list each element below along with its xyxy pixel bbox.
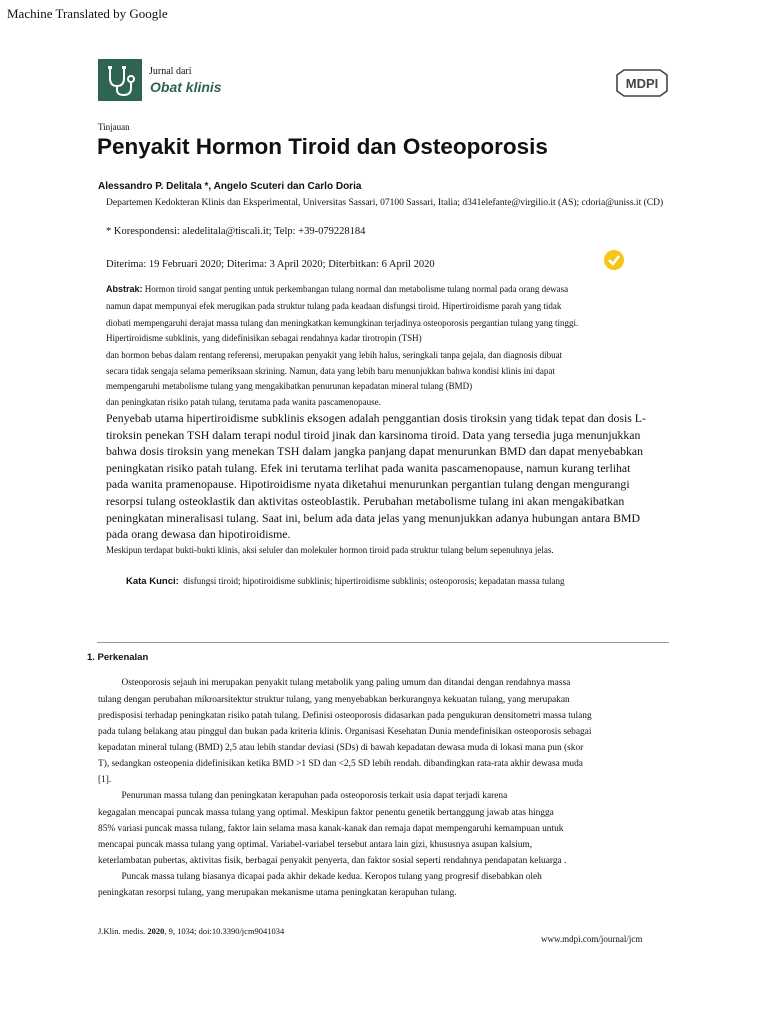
abstract-line: Meskipun terdapat bukti-bukti klinis, aksi seluler dan molekuler hormon tiroid pada struktur tulang belum sepenuhnya jelas.	[106, 545, 554, 555]
page-title: Penyakit Hormon Tiroid dan Osteoporosis	[97, 134, 548, 159]
body-line: peningkatan resorpsi tulang, yang merupakan mekanisme utama peningkatan kerapuhan tulang.	[98, 888, 457, 898]
abstract-line: pada orang dewasa dan hipotiroidisme.	[106, 527, 291, 541]
body-line: mencapai puncak massa tulang yang optimal. Variabel-variabel tersebut antara lain gizi, khususnya asupan kalsium,	[98, 840, 533, 850]
section-heading: 1. Perkenalan	[87, 652, 149, 663]
abstract-line: pada wanita pramenopause. Hipotiroidisme nyata diketahui menurunkan pergantian tulang dengan mengurangi	[106, 477, 630, 491]
journal-logo	[98, 59, 142, 101]
body-line: Puncak massa tulang biasanya dicapai pada akhir dekade kedua. Keropos tulang yang progresif disebabkan oleh	[98, 872, 542, 882]
journal-from-label: Jurnal dari	[149, 66, 192, 77]
abstract-line: peningkatan mineralisasi tulang. Saat ini, belum ada data jelas yang menunjukkan adanya hubungan antara BMD	[106, 511, 640, 525]
authors: Alessandro P. Delitala *, Angelo Scuteri dan Carlo Doria	[98, 181, 362, 192]
abstract-line: resorpsi tulang osteoklastik dan aktivitas osteoblastik. Perubahan metabolisme tulang ini akan mengakibatkan	[106, 494, 625, 508]
divider	[97, 642, 669, 643]
keywords	[126, 576, 565, 587]
abstract-line: bahwa dosis tiroksin yang menekan TSH dalam jangka panjang dapat menurunkan BMD dan dapat menyebabkan	[106, 444, 644, 458]
affiliation: Departemen Kedokteran Klinis dan Eksperimental, Universitas Sassari, 07100 Sassari, Italia; d341elefante@virgilio.it (AS); cdoria@uniss.it (CD)	[106, 198, 664, 208]
check-updates-icon[interactable]	[603, 249, 625, 276]
body-line: keterlambatan pubertas, aktivitas fisik, berbagai penyakit penyerta, dan faktor sosial seperti rendahnya pendapatan keluarga .	[98, 856, 567, 866]
body-line: kegagalan mencapai puncak massa tulang yang optimal. Meskipun faktor penentu genetik bertanggung jawab atas hingga	[98, 808, 554, 818]
body-line: [1].	[98, 775, 112, 785]
journal-url[interactable]: www.mdpi.com/journal/jcm	[541, 934, 643, 944]
mdpi-logo	[614, 68, 670, 103]
abstract-line: namun dapat mempunyai efek merugikan pada struktur tulang pada keadaan disfungsi tiroid. Hipertiroidisme parah yang tidak	[106, 301, 562, 311]
body-line: 85% variasi puncak massa tulang, faktor lain selama masa kanak-kanak dan remaja dapat mempengaruhi kemampuan untuk	[98, 824, 564, 834]
body-line: tulang dengan perubahan mikroarsitektur struktur tulang, yang menyebabkan berkurangnya kekuatan tulang, yang merupakan	[98, 695, 570, 705]
body-line: T), sedangkan osteopenia didefinisikan ketika BMD >1 SD dan <2,5 SD lebih rendah. dibandingkan rata-rata akhir dewasa muda	[98, 759, 583, 769]
journal-name: Obat klinis	[150, 79, 222, 95]
citation-journal: J.Klin. medis.	[98, 926, 146, 936]
citation-details: , 9, 1034; doi:10.3390/jcm9041034	[164, 926, 285, 936]
abstract-line: tiroksin penekan TSH dalam terapi nodul tiroid jinak dan karsinoma tiroid. Data yang tersedia juga menunjukkan	[106, 428, 641, 442]
abstract-line: secara tidak sengaja selama pemeriksaan skrining. Namun, data yang lebih baru menunjukkan bahwa kondisi klinis ini dapat	[106, 366, 555, 376]
body-line: predisposisi terhadap peningkatan risiko patah tulang. Definisi osteoporosis didasarkan pada pengukuran densitometri massa tulang	[98, 711, 592, 721]
citation	[98, 926, 284, 936]
keywords-label: Kata Kunci:	[126, 576, 179, 587]
keywords-text: disfungsi tiroid; hipotiroidisme subklinis; hipertiroidisme subklinis; osteoporosis; kepadatan massa tulang	[183, 576, 565, 586]
body-line: Penurunan massa tulang dan peningkatan kerapuhan pada osteoporosis terkait usia dapat terjadi karena	[98, 791, 508, 801]
abstract-line	[106, 284, 568, 294]
mdpi-logo-text: MDPI	[625, 76, 659, 91]
abstract-line: peningkatan risiko patah tulang. Efek ini terutama terlihat pada wanita pascamenopause, namun kurang terlihat	[106, 461, 631, 475]
abstract-line: diobati mempengaruhi derajat massa tulang dan meningkatkan kemungkinan terjadinya osteoporosis pergantian tulang yang tinggi.	[106, 318, 579, 328]
article-dates: Diterima: 19 Februari 2020; Diterima: 3 April 2020; Diterbitkan: 6 April 2020	[106, 259, 435, 270]
citation-year: 2020	[147, 926, 165, 936]
correspondence: * Korespondensi: aledelitala@tiscali.it; Telp: +39-079228184	[106, 226, 366, 237]
abstract-text: Hormon tiroid sangat penting untuk perkembangan tulang normal dan metabolisme tulang normal pada orang dewasa	[144, 284, 569, 294]
body-line: kepadatan mineral tulang (BMD) 2,5 atau lebih standar deviasi (SDs) di bawah kepadatan dewasa muda di lokasi mana pun (skor	[98, 743, 584, 753]
abstract-line: dan peningkatan risiko patah tulang, terutama pada wanita pascamenopause.	[106, 397, 381, 407]
abstract-line: Hipertiroidisme subklinis, yang didefinisikan sebagai rendahnya kadar tirotropin (TSH)	[106, 333, 422, 343]
body-line: Osteoporosis sejauh ini merupakan penyakit tulang metabolik yang paling umum dan ditandai dengan rendahnya massa	[98, 678, 571, 688]
abstract-line: Penyebab utama hipertiroidisme subklinis eksogen adalah penggantian dosis tiroksin yang tidak tepat dan dosis L-	[106, 411, 646, 425]
stethoscope-icon	[98, 59, 142, 101]
machine-translated-label: Machine Translated by Google	[7, 6, 168, 21]
abstract-line: mempengaruhi metabolisme tulang yang mengakibatkan penurunan kepadatan mineral tulang (BMD)	[106, 381, 473, 391]
article-type: Tinjauan	[98, 122, 130, 132]
abstract-line: dan hormon bebas dalam rentang referensi, merupakan penyakit yang lebih halus, seringkali tanpa gejala, dan diagnosis dibuat	[106, 350, 563, 360]
abstract-label: Abstrak:	[106, 284, 143, 294]
body-line: pada tulang belakang atau pinggul dan bukan pada kriteria klinis. Organisasi Kesehatan Dunia mendefinisikan osteoporosis sebagai	[98, 727, 592, 737]
